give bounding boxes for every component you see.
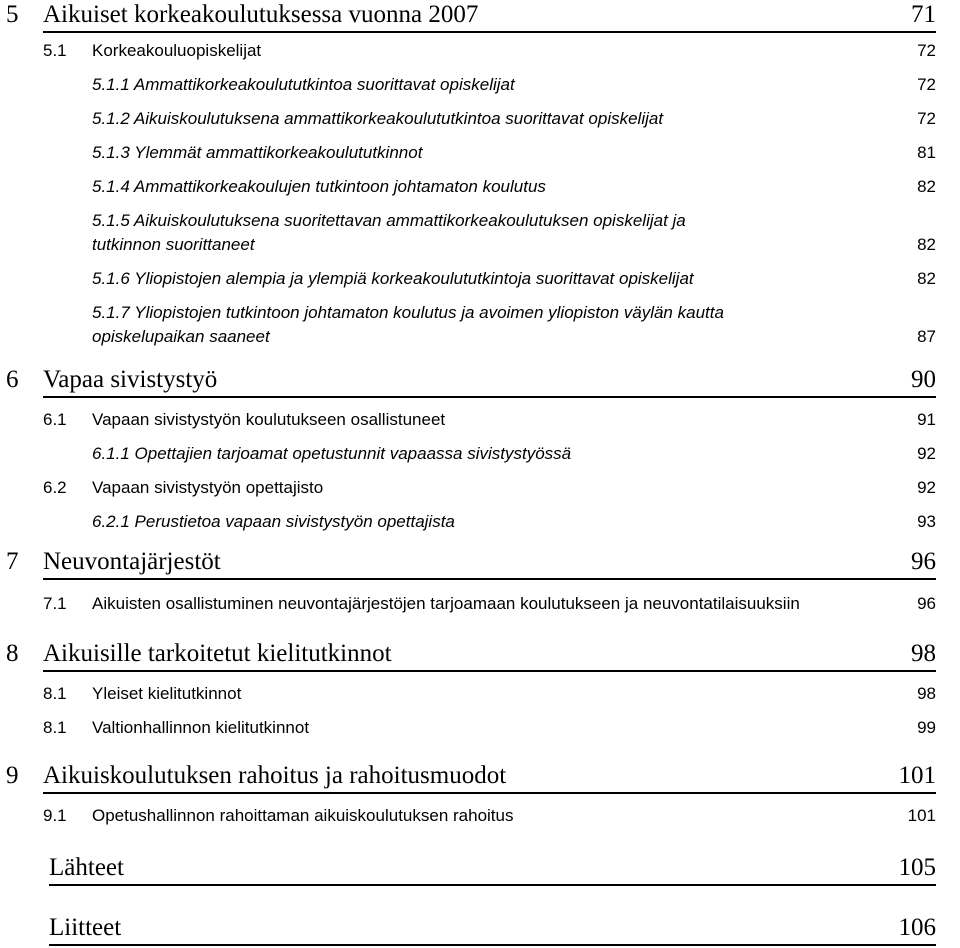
subsection-title: Ammattikorkeakoulujen tutkintoon johtamaton koulutus <box>133 177 546 196</box>
subsection-page: 87 <box>917 327 936 346</box>
backmatter-title: Liitteet <box>49 914 122 941</box>
subsection-label <box>92 177 546 197</box>
subsection-title-line1: Yliopistojen tutkintoon johtamaton koulutus ja avoimen yliopiston väylän kautta <box>134 303 724 322</box>
subsection-title: Ylemmät ammattikorkeakoulututkinnot <box>134 143 423 162</box>
chapter-number: 5 <box>6 1 19 28</box>
section-number: 5.1 <box>43 41 67 60</box>
toc-chapter-8[interactable] <box>0 640 960 672</box>
section-page: 96 <box>917 594 936 613</box>
toc-subsection-5-1-1[interactable] <box>0 75 960 97</box>
subsection-title: Aikuiskoulutuksena ammattikorkeakoulututkintoa suorittavat opiskelijat <box>133 109 664 128</box>
section-page: 101 <box>907 806 936 825</box>
subsection-number: 5.1.2 <box>92 109 130 128</box>
toc-chapter-7[interactable] <box>0 548 960 580</box>
subsection-label <box>92 303 724 323</box>
subsection-title-line1: Aikuiskoulutuksena suoritettavan ammattikorkeakoulutuksen opiskelijat ja <box>133 211 686 230</box>
subsection-page: 72 <box>917 109 936 128</box>
toc-chapter-5[interactable] <box>0 1 960 33</box>
backmatter-page: 105 <box>898 854 936 881</box>
backmatter-rule <box>49 944 936 946</box>
chapter-number: 6 <box>6 366 19 393</box>
toc-section-8-1-a[interactable] <box>0 684 960 706</box>
subsection-page: 82 <box>917 235 936 254</box>
chapter-title: Vapaa sivistystyö <box>43 366 218 393</box>
section-title: Korkeakouluopiskelijat <box>92 41 262 60</box>
toc-section-6-2[interactable] <box>0 478 960 500</box>
subsection-label <box>92 109 663 129</box>
toc-section-5-1[interactable] <box>0 41 960 63</box>
section-number: 8.1 <box>43 718 67 737</box>
subsection-page: 92 <box>917 444 936 463</box>
chapter-title: Aikuiskoulutuksen rahoitus ja rahoitusmuodot <box>43 762 507 789</box>
backmatter-title: Lähteet <box>49 854 124 881</box>
subsection-title: Perustietoa vapaan sivistystyön opettajista <box>134 512 455 531</box>
chapter-title: Neuvontajärjestöt <box>43 548 221 575</box>
chapter-rule <box>43 396 936 398</box>
section-title: Vapaan sivistystyön koulutukseen osallistuneet <box>92 410 446 429</box>
toc-subsection-5-1-5[interactable] <box>0 211 960 257</box>
subsection-number: 6.2.1 <box>92 512 130 531</box>
section-number: 9.1 <box>43 806 67 825</box>
toc-chapter-9[interactable] <box>0 762 960 794</box>
subsection-number: 5.1.6 <box>92 269 130 288</box>
toc-subsection-5-1-6[interactable] <box>0 269 960 291</box>
chapter-number: 7 <box>6 548 19 575</box>
backmatter-page: 106 <box>898 914 936 941</box>
section-number: 8.1 <box>43 684 67 703</box>
chapter-rule <box>43 578 936 580</box>
toc-section-8-1-b[interactable] <box>0 718 960 740</box>
subsection-label <box>92 75 515 95</box>
section-page: 91 <box>917 410 936 429</box>
subsection-number: 6.1.1 <box>92 444 130 463</box>
toc-liitteet[interactable] <box>0 914 960 946</box>
section-title: Valtionhallinnon kielitutkinnot <box>92 718 310 737</box>
chapter-number: 8 <box>6 640 19 667</box>
chapter-title: Aikuisille tarkoitetut kielitutkinnot <box>43 640 392 667</box>
chapter-page: 98 <box>911 640 936 667</box>
section-page: 99 <box>917 718 936 737</box>
section-page: 92 <box>917 478 936 497</box>
chapter-page: 71 <box>911 1 936 28</box>
subsection-label <box>92 269 694 289</box>
chapter-rule <box>43 792 936 794</box>
subsection-label <box>92 211 686 231</box>
chapter-rule <box>43 670 936 672</box>
subsection-title-line2: tutkinnon suorittaneet <box>92 235 255 254</box>
subsection-title: Yliopistojen alempia ja ylempiä korkeakoulututkintoja suorittavat opiskelijat <box>134 269 694 288</box>
chapter-title: Aikuiset korkeakoulutuksessa vuonna 2007 <box>43 1 479 28</box>
section-number: 6.1 <box>43 410 67 429</box>
subsection-number: 5.1.5 <box>92 211 130 230</box>
subsection-title-line2: opiskelupaikan saaneet <box>92 327 270 346</box>
section-page: 72 <box>917 41 936 60</box>
chapter-rule <box>43 31 936 33</box>
toc-subsection-5-1-3[interactable] <box>0 143 960 165</box>
section-number: 6.2 <box>43 478 67 497</box>
section-title: Opetushallinnon rahoittaman aikuiskoulutuksen rahoitus <box>92 806 514 825</box>
toc-subsection-5-1-7[interactable] <box>0 303 960 349</box>
chapter-page: 90 <box>911 366 936 393</box>
chapter-page: 96 <box>911 548 936 575</box>
section-number: 7.1 <box>43 594 67 613</box>
subsection-label <box>92 444 571 464</box>
subsection-number: 5.1.1 <box>92 75 130 94</box>
subsection-page: 72 <box>917 75 936 94</box>
subsection-page: 82 <box>917 269 936 288</box>
chapter-number: 9 <box>6 762 19 789</box>
backmatter-rule <box>49 884 936 886</box>
subsection-page: 82 <box>917 177 936 196</box>
subsection-number: 5.1.3 <box>92 143 130 162</box>
chapter-page: 101 <box>898 762 936 789</box>
toc-subsection-5-1-4[interactable] <box>0 177 960 199</box>
subsection-label <box>92 143 422 163</box>
toc-lahteet[interactable] <box>0 854 960 886</box>
section-title: Aikuisten osallistuminen neuvontajärjestöjen tarjoamaan koulutukseen ja neuvontatilaisuuksiin <box>92 594 800 613</box>
toc-section-7-1[interactable] <box>0 594 960 616</box>
subsection-title: Opettajien tarjoamat opetustunnit vapaassa sivistystyössä <box>134 444 572 463</box>
subsection-number: 5.1.4 <box>92 177 130 196</box>
toc-subsection-5-1-2[interactable] <box>0 109 960 131</box>
toc-subsection-6-2-1[interactable] <box>0 512 960 534</box>
subsection-label <box>92 512 455 532</box>
section-title: Vapaan sivistystyön opettajisto <box>92 478 324 497</box>
subsection-number: 5.1.7 <box>92 303 130 322</box>
section-page: 98 <box>917 684 936 703</box>
subsection-title: Ammattikorkeakoulututkintoa suorittavat opiskelijat <box>133 75 515 94</box>
toc-chapter-6[interactable] <box>0 366 960 398</box>
subsection-page: 93 <box>917 512 936 531</box>
toc-section-9-1[interactable] <box>0 806 960 828</box>
subsection-page: 81 <box>917 143 936 162</box>
toc-subsection-6-1-1[interactable] <box>0 444 960 466</box>
section-title: Yleiset kielitutkinnot <box>92 684 242 703</box>
toc-section-6-1[interactable] <box>0 410 960 432</box>
